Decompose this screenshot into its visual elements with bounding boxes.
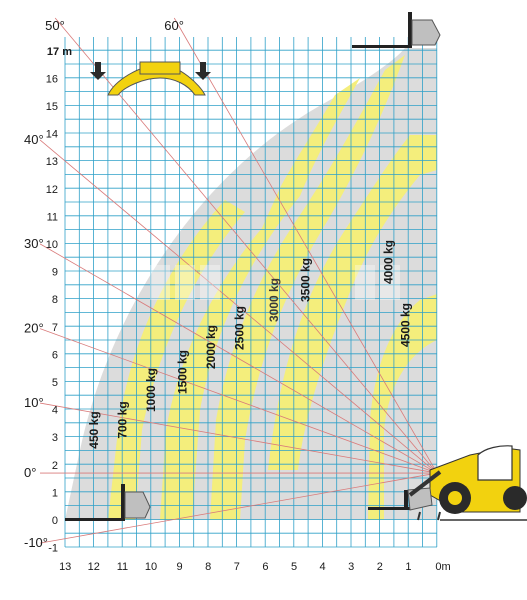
x-tick-label: 6 (262, 561, 269, 573)
y-tick-label: 1 (51, 487, 58, 500)
y-tick-label: 2 (51, 459, 58, 472)
x-tick-label: 7 (233, 561, 240, 573)
angle-label: 30° (24, 235, 44, 251)
x-tick-label: 10 (144, 561, 158, 573)
x-tick-label: 9 (176, 561, 183, 573)
angle-label: -10° (24, 535, 48, 551)
load-zone-label: 700 kg (115, 401, 130, 439)
load-zone-label: 3000 kg (266, 277, 281, 323)
y-tick-label: 13 (45, 156, 58, 169)
x-tick-label: 13 (59, 561, 72, 573)
load-zone-label: 1000 kg (144, 367, 158, 413)
y-tick-label: 10 (45, 239, 58, 251)
y-tick-label: 14 (45, 128, 58, 141)
y-tick-label: 12 (45, 183, 58, 196)
x-tick-label: 2 (376, 561, 383, 573)
load-zone-label: 4500 kg (398, 302, 413, 348)
angle-label: 20° (24, 320, 44, 336)
load-zone-label: 3500 kg (298, 257, 313, 303)
angle-label: 50° (45, 18, 65, 33)
x-tick-label: 12 (87, 561, 100, 573)
angle-label: 10° (24, 395, 44, 411)
x-axis-ticks (59, 561, 451, 573)
arrow-down-icon (90, 62, 106, 80)
x-tick-label: 1 (405, 561, 412, 573)
y-tick-label: 11 (46, 211, 58, 224)
x-tick-label: 4 (319, 561, 326, 573)
y-tick-label: 15 (45, 101, 58, 113)
y-tick-label: 6 (51, 349, 58, 362)
y-tick-label: 16 (45, 73, 58, 86)
x-tick-label: 8 (205, 561, 212, 573)
y-tick-label: 7 (51, 321, 58, 334)
y-tick-label: 4 (51, 404, 58, 417)
y-tick-label: 3 (51, 432, 58, 445)
load-zone-label: 1500 kg (175, 349, 190, 395)
angle-label: 60° (164, 18, 184, 33)
y-tick-label: 17 m (46, 45, 72, 58)
x-tick-label: 0m (435, 561, 451, 573)
y-tick-label: 8 (51, 294, 58, 307)
angle-label: 40° (24, 131, 44, 147)
load-zone-label: 2000 kg (204, 324, 219, 370)
x-tick-label: 5 (290, 561, 298, 573)
y-tick-label: 0 (51, 515, 58, 527)
load-zone-label: 4000 kg (381, 239, 396, 285)
x-tick-label: 3 (348, 561, 355, 573)
angle-label: 0° (24, 465, 37, 481)
load-zone-label: 2500 kg (232, 305, 247, 351)
y-tick-label: -1 (48, 542, 58, 555)
x-tick-label: 11 (116, 561, 129, 573)
load-zone-label: 450 kg (86, 411, 101, 449)
y-tick-label: 5 (51, 377, 58, 389)
y-tick-label: 9 (51, 266, 58, 279)
